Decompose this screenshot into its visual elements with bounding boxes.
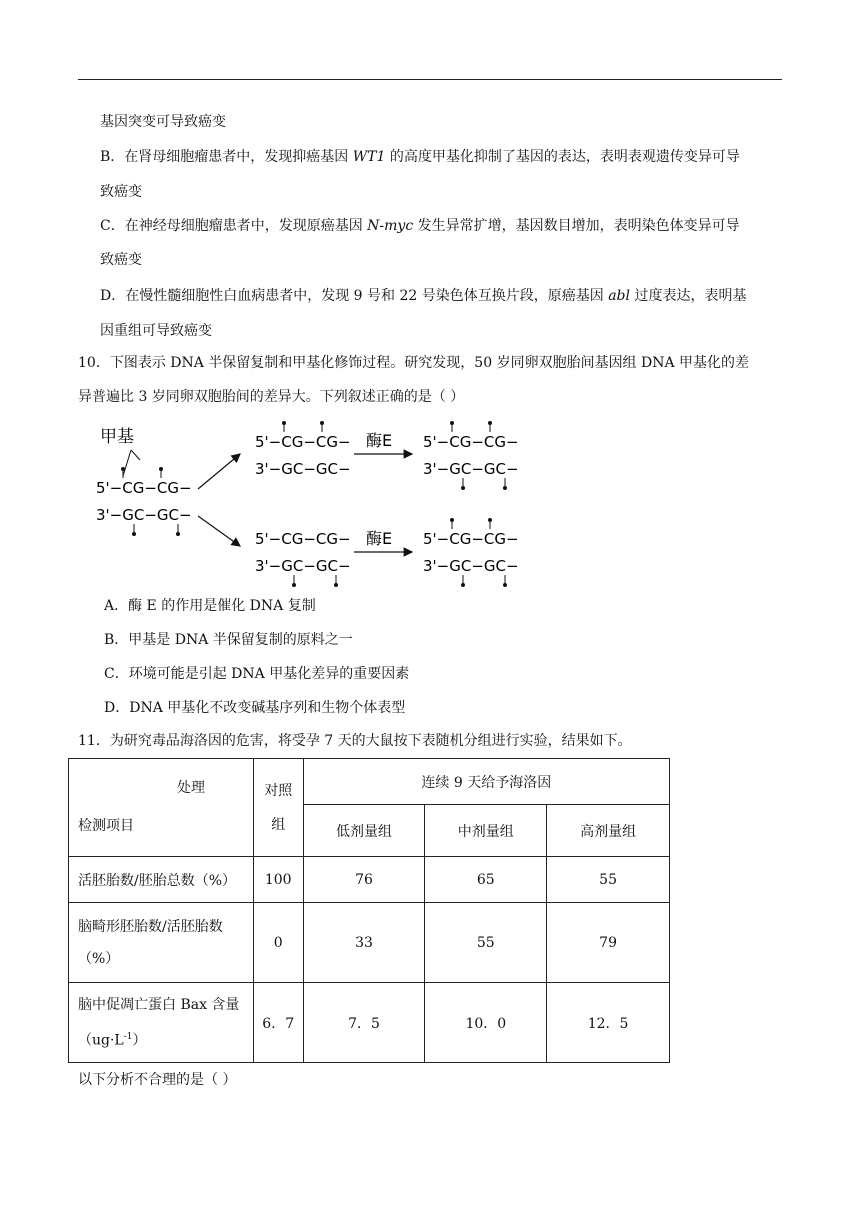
- q9-option-c-line2: 致癌变: [100, 252, 142, 268]
- lower-daughter-bottom: 3'−GC−GC−: [255, 557, 351, 575]
- q9-option-d: D．在慢性髓细胞性白血病患者中，发现 9 号和 22 号染色体互换片段，原癌基因 abl 过度表达，表明基: [100, 288, 747, 304]
- methyl-label-pointer-2: [131, 450, 140, 460]
- q9-option-a-continuation: 基因突变可导致癌变: [100, 114, 226, 130]
- parent-strand-top: 5'−CG−CG−: [96, 479, 192, 497]
- q10-stem-line1: 10．下图表示 DNA 半保留复制和甲基化修饰过程。研究发现，50 岁同卵双胞胎间基因组 DNA 甲基化的差: [78, 355, 750, 371]
- parent-strand-methyl-bottom: [132, 524, 180, 536]
- replication-arrow-down: [198, 516, 240, 546]
- table-row: [69, 983, 670, 1063]
- dna-methylation-diagram: [90, 412, 530, 592]
- table-cell: 79: [547, 903, 670, 983]
- upper-result-methyl-top: [450, 421, 492, 432]
- lower-daughter-methyl-bottom: [292, 575, 338, 587]
- table-row-label: 活胚胎数/胚胎总数（%）: [69, 857, 254, 903]
- q11-after-table: 以下分析不合理的是（ ）: [78, 1072, 237, 1088]
- lower-result-bottom: 3'−GC−GC−: [423, 557, 519, 575]
- table-cell: 76: [303, 857, 425, 903]
- lower-result-top: 5'−CG−CG−: [423, 530, 519, 548]
- upper-daughter-bottom: 3'−GC−GC−: [255, 460, 351, 478]
- q10-option-a: A．酶 E 的作用是催化 DNA 复制: [104, 598, 316, 614]
- table-corner-cell: [69, 759, 254, 857]
- table-row: [69, 857, 670, 903]
- table-row: [69, 903, 670, 983]
- table-cell: 12．5: [547, 983, 670, 1063]
- table-col-low: 低剂量组: [303, 805, 425, 857]
- table-cell: 33: [303, 903, 425, 983]
- table-cell: 0: [253, 903, 303, 983]
- upper-daughter-top: 5'−CG−CG−: [255, 433, 351, 451]
- upper-result-bottom: 3'−GC−GC−: [423, 460, 519, 478]
- enzyme-label-upper: 酶E: [366, 431, 393, 450]
- q9-option-c: C．在神经母细胞瘤患者中，发现原癌基因 N-myc 发生异常扩增，基因数目增加，表明染色体变异可导: [100, 218, 740, 234]
- upper-daughter-methyl-top: [282, 421, 324, 432]
- q10-option-b: B．甲基是 DNA 半保留复制的原料之一: [104, 632, 353, 648]
- q9-option-b: B．在肾母细胞瘤患者中，发现抑癌基因 WT1 的高度甲基化抑制了基因的表达，表明表观遗传变异可导: [100, 149, 740, 165]
- table-cell: 6．7: [253, 983, 303, 1063]
- q10-option-c: C．环境可能是引起 DNA 甲基化差异的重要因素: [104, 666, 410, 682]
- table-heroin-group-header: 连续 9 天给予海洛因: [303, 759, 669, 805]
- upper-result-methyl-bottom: [461, 478, 507, 490]
- parent-strand-methyl-top: [121, 467, 163, 478]
- table-cell: 55: [547, 857, 670, 903]
- header-rule: [78, 79, 782, 80]
- parent-strand-bottom: 3'−GC−GC−: [96, 506, 192, 524]
- heroin-experiment-table: [68, 758, 670, 1063]
- q10-option-d: D．DNA 甲基化不改变碱基序列和生物个体表型: [104, 700, 406, 716]
- lower-daughter-top: 5'−CG−CG−: [255, 530, 351, 548]
- q10-stem-line2: 异普遍比 3 岁同卵双胞胎间的差异大。下列叙述正确的是（ ）: [78, 389, 465, 405]
- replication-arrow-up: [198, 454, 240, 489]
- q11-stem: 11．为研究毒品海洛因的危害，将受孕 7 天的大鼠按下表随机分组进行实验，结果如下。: [78, 733, 632, 749]
- table-corner-items: 检测项目: [78, 818, 134, 834]
- methyl-label: 甲基: [100, 427, 134, 447]
- enzyme-label-lower: 酶E: [366, 529, 393, 548]
- table-corner-treatment: 处理: [177, 780, 205, 796]
- table-cell: 65: [425, 857, 547, 903]
- lower-result-methyl-bottom: [461, 575, 507, 587]
- q9-option-d-line2: 因重组可导致癌变: [100, 323, 212, 339]
- table-row-label: 脑畸形胚胎数/活胚胎数 （%）: [69, 903, 254, 983]
- table-col-mid: 中剂量组: [425, 805, 547, 857]
- table-cell: 100: [253, 857, 303, 903]
- table-cell: 55: [425, 903, 547, 983]
- table-row-label: 脑中促凋亡蛋白 Bax 含量 $(ug\cdot L^{-1})$: [69, 983, 254, 1063]
- table-cell: 7．5: [303, 983, 425, 1063]
- table-control-header: 对照 组: [253, 759, 303, 857]
- table-cell: 10．0: [425, 983, 547, 1063]
- lower-result-methyl-top: [450, 518, 492, 529]
- q9-option-b-line2: 致癌变: [100, 184, 142, 200]
- upper-result-top: 5'−CG−CG−: [423, 433, 519, 451]
- methyl-label-pointer: [123, 450, 131, 476]
- table-col-high: 高剂量组: [547, 805, 670, 857]
